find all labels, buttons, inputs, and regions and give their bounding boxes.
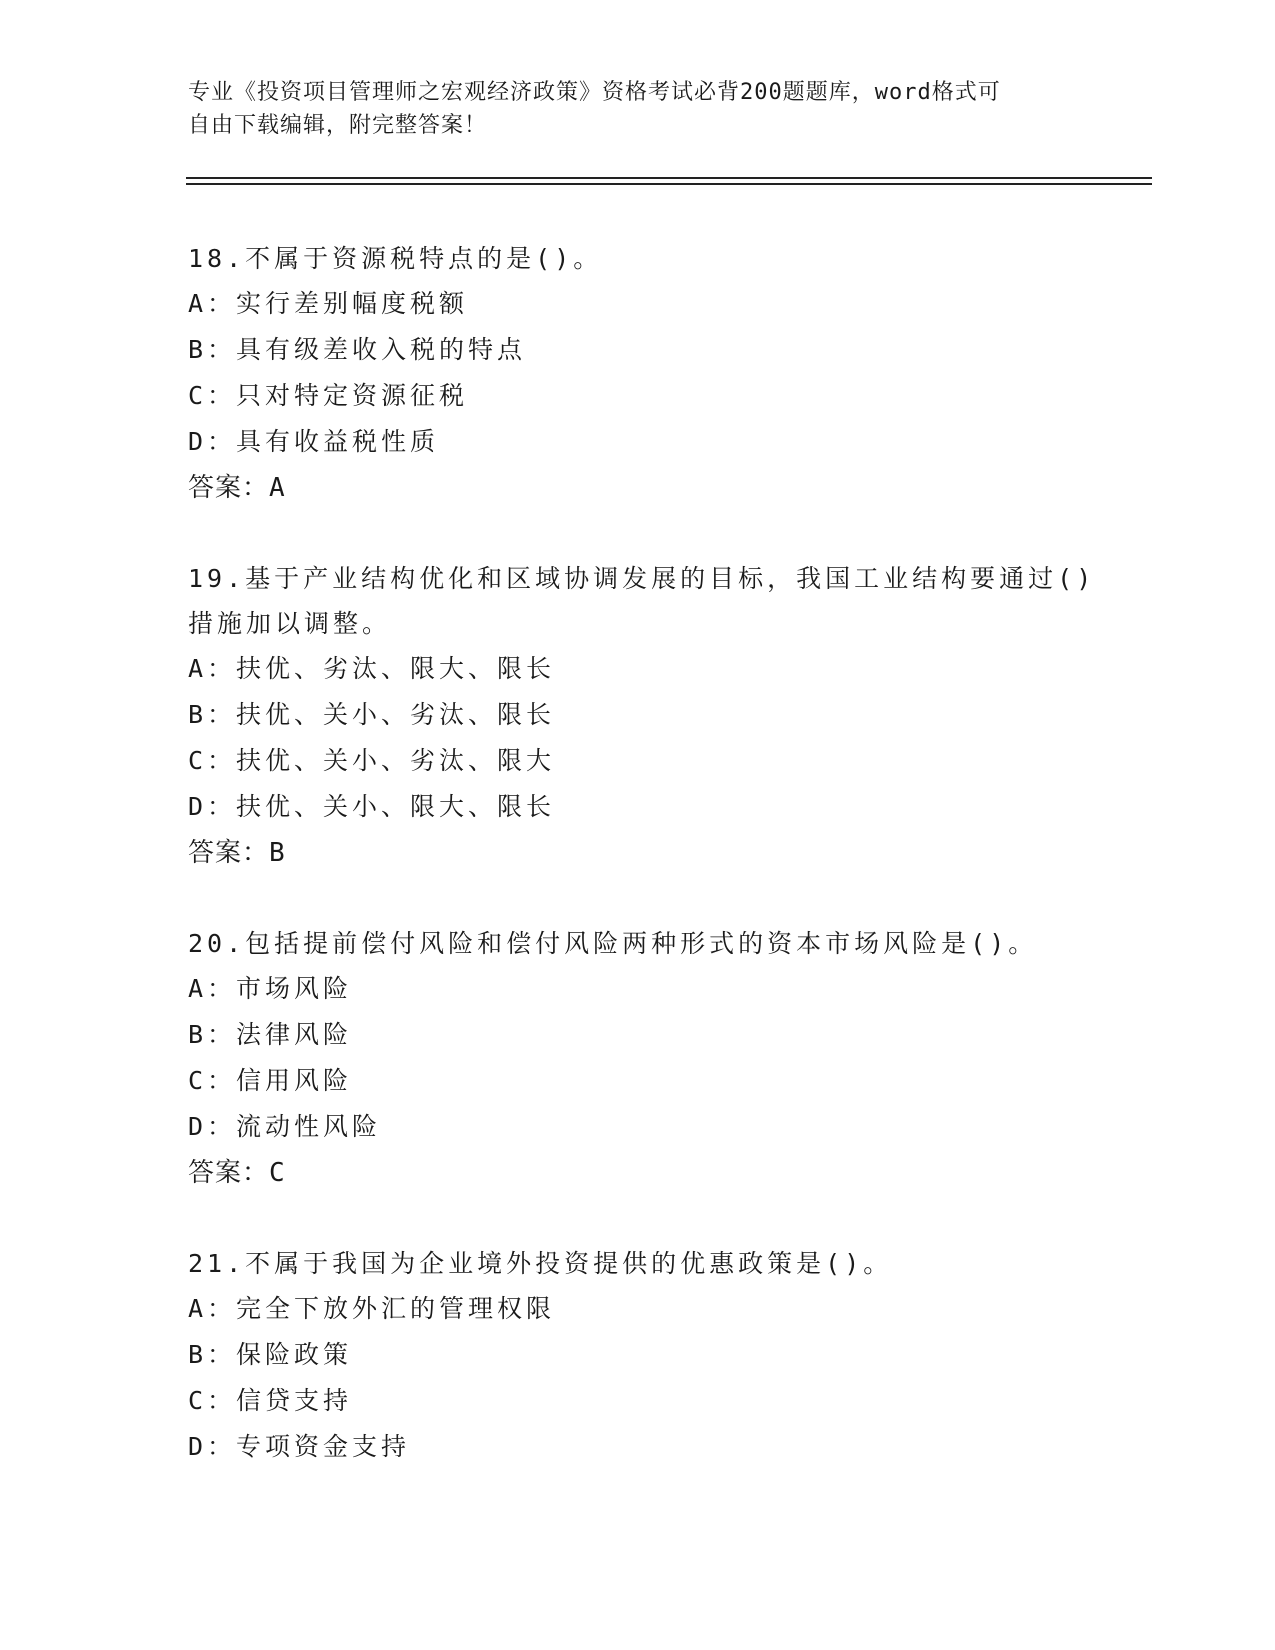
option-b: B：具有级差收入税的特点 [188, 335, 527, 364]
option-b: B：保险政策 [188, 1340, 353, 1369]
option-b: B：扶优、关小、劣汰、限长 [188, 700, 556, 729]
option-c: C：信贷支持 [188, 1386, 353, 1415]
document-header [188, 76, 1088, 142]
option-a: A：市场风险 [188, 974, 353, 1003]
header-divider-top [186, 177, 1152, 179]
answer-line: 答案：C [188, 1158, 286, 1188]
option-a: A：扶优、劣汰、限大、限长 [188, 654, 556, 683]
question-18 [188, 236, 1108, 511]
option-c: C：只对特定资源征税 [188, 381, 469, 410]
option-b: B：法律风险 [188, 1020, 353, 1049]
option-a: A：实行差别幅度税额 [188, 289, 469, 318]
option-d: D：专项资金支持 [188, 1432, 411, 1461]
header-line-2: 自由下载编辑，附完整答案！ [188, 113, 488, 138]
question-19 [188, 556, 1108, 876]
option-a: A：完全下放外汇的管理权限 [188, 1294, 556, 1323]
question-21 [188, 1241, 1108, 1470]
question-stem: 21.不属于我国为企业境外投资提供的优惠政策是()。 [188, 1249, 893, 1278]
question-stem: 20.包括提前偿付风险和偿付风险两种形式的资本市场风险是()。 [188, 929, 1038, 958]
option-d: D：具有收益税性质 [188, 427, 440, 456]
option-d: D：流动性风险 [188, 1112, 382, 1141]
question-list [188, 236, 1108, 1515]
option-d: D：扶优、关小、限大、限长 [188, 792, 556, 821]
answer-line: 答案：A [188, 473, 286, 503]
question-stem: 18.不属于资源税特点的是()。 [188, 244, 603, 273]
answer-line: 答案：B [188, 838, 286, 868]
header-divider-bottom [186, 183, 1152, 185]
question-stem: 19.基于产业结构优化和区域协调发展的目标，我国工业结构要通过()措施加以调整。 [188, 564, 1096, 638]
option-c: C：扶优、关小、劣汰、限大 [188, 746, 556, 775]
option-c: C：信用风险 [188, 1066, 353, 1095]
question-20 [188, 921, 1108, 1196]
header-line-1: 专业《投资项目管理师之宏观经济政策》资格考试必背200题题库，word格式可 [188, 80, 1001, 105]
